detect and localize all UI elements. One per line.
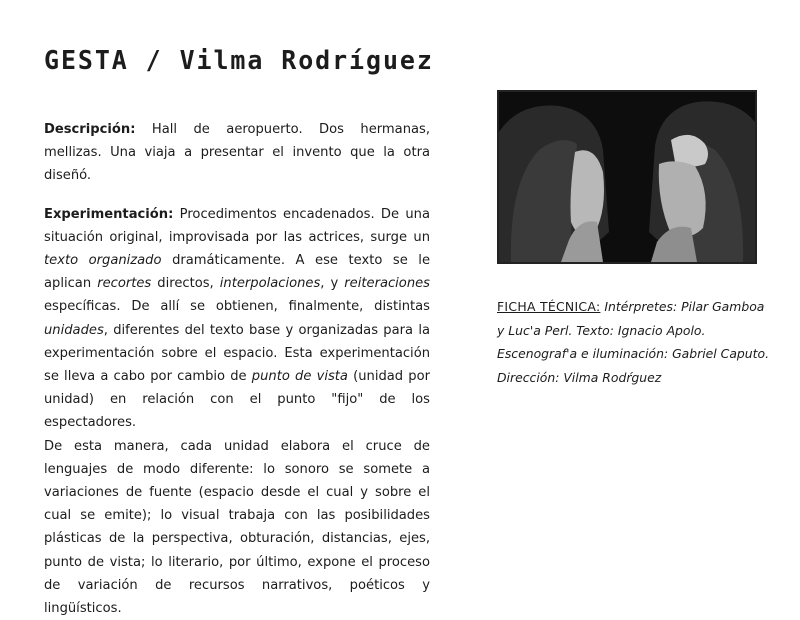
exp-text-2: dramáticamente. A ese texto se le aplican [44, 253, 431, 292]
descripcion-text: Hall de aeropuerto. Dos hermanas, mellizas. Una viaja a presentar el invento que la otra diseñó. [44, 122, 430, 184]
exp-text-6: , diferentes del texto base y organizadas para la experimentación sobre el espacio. Esta experimentación se lleva a cabo por cambio de [44, 322, 430, 385]
exp-italic-recortes: recortes [97, 276, 152, 292]
page-title: GESTA / Vilma Rodríguez [44, 46, 434, 76]
performance-photo [497, 90, 757, 264]
exp-text-1: Procedimentos encadenados. De una situación original, improvisada por las actrices, surge un [44, 206, 430, 245]
photo-illustration [499, 92, 755, 262]
descripcion-label: Descripción: [44, 122, 136, 137]
ficha-tecnica [497, 295, 772, 389]
body-text [44, 118, 430, 620]
exp-italic-unidades: unidades [44, 322, 104, 338]
ficha-label: FICHA TÉCNICA: [497, 299, 601, 314]
exp-italic-interpolaciones: interpolaciones [219, 276, 321, 292]
descripcion-paragraph [44, 118, 430, 188]
ficha-text: Intérpretes: Pilar Gamboa y Luc'a Perl. Texto: Ignacio Apolo. Escenograf'a e iluminación: Gabriel Caputo. Dirección: Vilma Rodŕguez [497, 299, 770, 385]
experimentacion-label: Experimentación: [44, 206, 174, 222]
exp-text-7: (unidad por unidad) en relación con el punto "fijo" de los espectadores. [44, 369, 430, 431]
exp-text-4: , y [320, 276, 339, 292]
exp-italic-texto-organizado: texto organizado [44, 253, 162, 269]
exp-text-5: específicas. De allí se obtienen, finalmente, distintas [44, 299, 430, 315]
manera-paragraph: De esta manera, cada unidad elabora el cruce de lenguajes de modo diferente: lo sonoro se somete a variaciones de fuente (espacio desde el cual y sobre el cual se emite); lo visual trabaja con las posibilidades plásticas de la perspectiva, obturación, distancias, ejes, punto de vista; lo literario, por último, expone el proceso de variación de recursos narrativos, poéticos y lingüísticos. [44, 438, 430, 617]
exp-italic-punto-de-vista: punto de vista [251, 369, 348, 385]
experimentacion-paragraph [44, 203, 430, 435]
exp-text-3: directos, [157, 276, 214, 292]
exp-italic-reiteraciones: reiteraciones [344, 276, 430, 292]
